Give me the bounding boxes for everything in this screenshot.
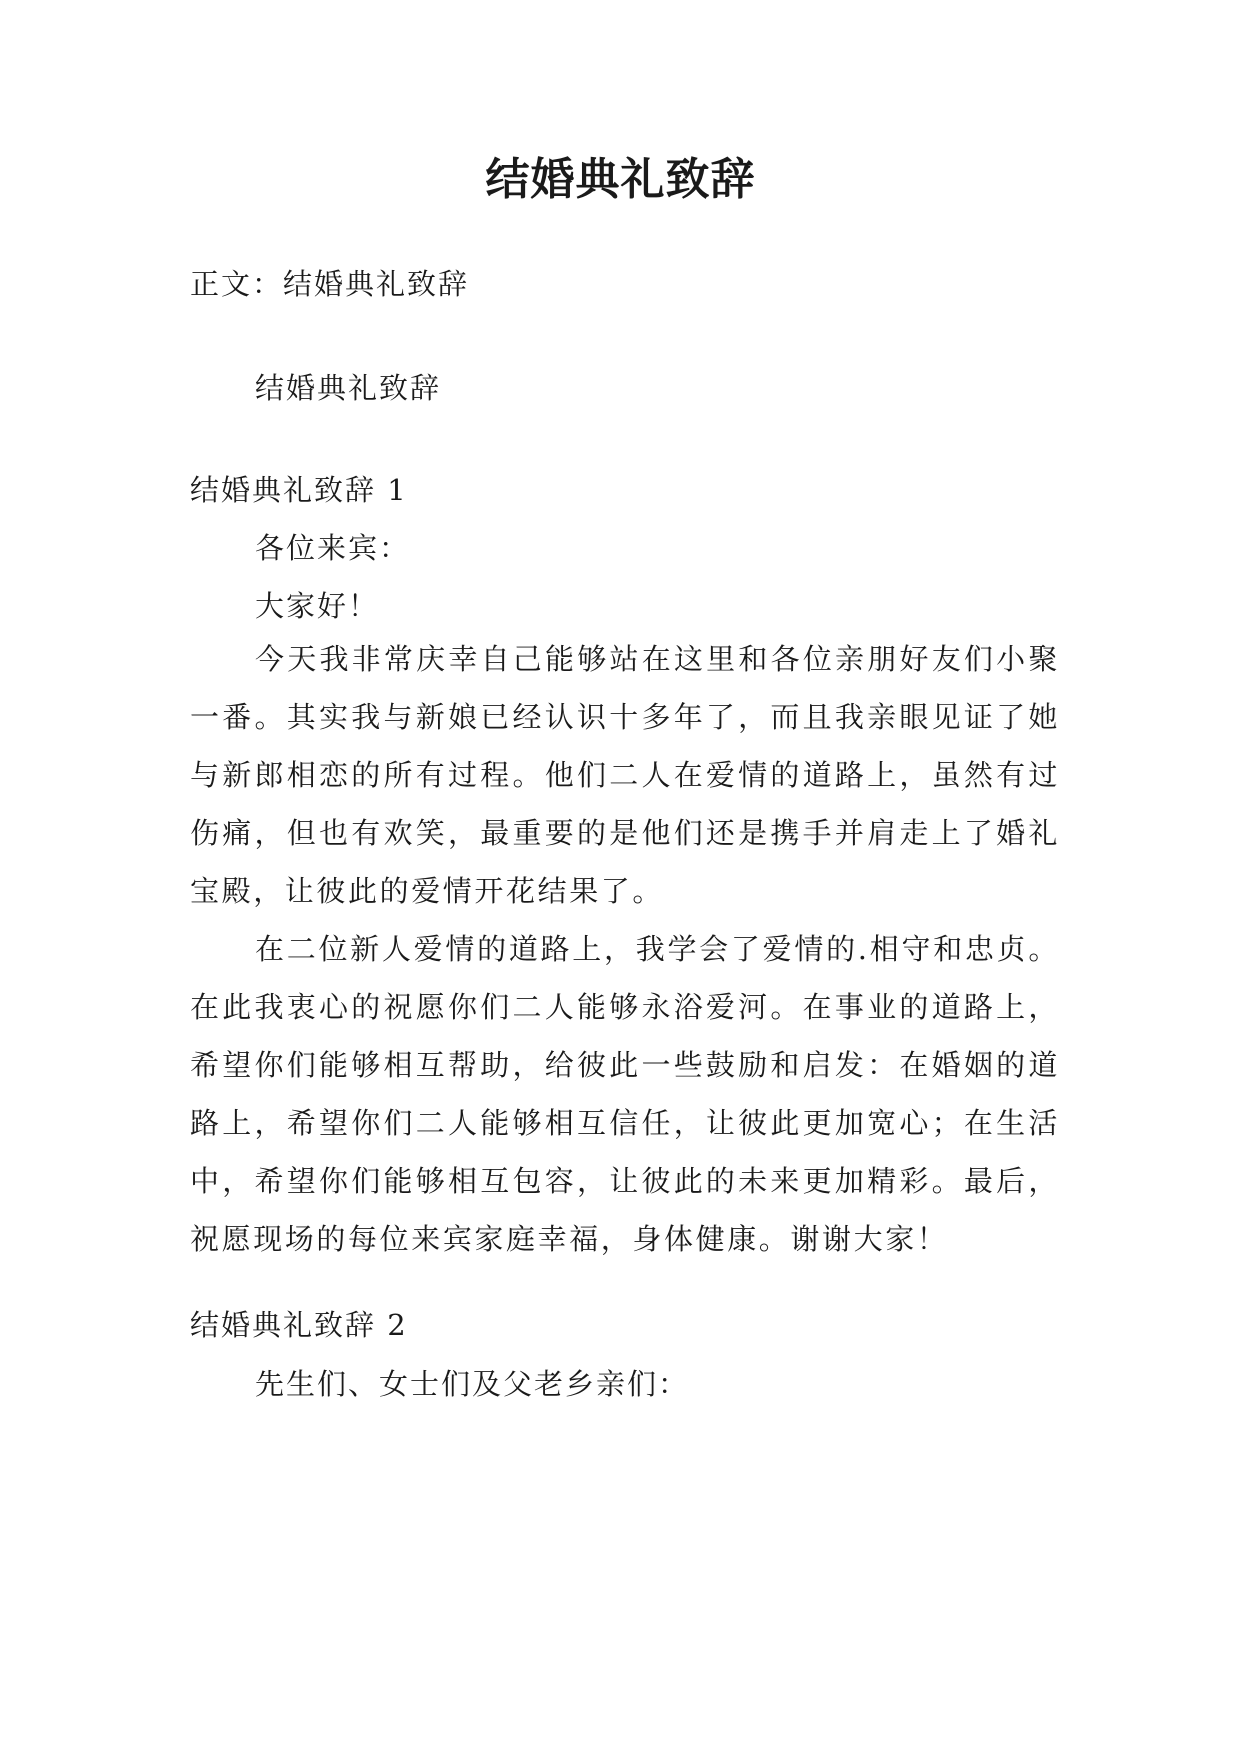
section-1-paragraph: 在二位新人爱情的道路上，我学会了爱情的.相守和忠贞。在此我衷心的祝愿你们二人能够永浴爱河。在事业的道路上，希望你们能够相互帮助，给彼此一些鼓励和启发：在婚姻的道路上，希望你们二人能够相互信任，让彼此更加宽心；在生活中，希望你们能够相互包容，让彼此的未来更加精彩。最后，祝愿现场的每位来宾家庭幸福，身体健康。谢谢大家！ <box>190 932 1060 1256</box>
section-1-salutation: 各位来宾： <box>255 531 411 565</box>
section-1-heading: 结婚典礼致辞 1 <box>190 473 408 507</box>
document-title: 结婚典礼致辞 <box>485 154 756 205</box>
section-2-salutation: 先生们、女士们及父老乡亲们： <box>255 1367 690 1401</box>
section-2-heading: 结婚典礼致辞 2 <box>190 1308 408 1342</box>
body-label: 正文：结婚典礼致辞 <box>190 267 470 301</box>
document-subtitle: 结婚典礼致辞 <box>255 371 442 405</box>
section-1-paragraph: 今天我非常庆幸自己能够站在这里和各位亲朋好友们小聚一番。其实我与新娘已经认识十多年了，而且我亲眼见证了她与新郎相恋的所有过程。他们二人在爱情的道路上，虽然有过伤痛，但也有欢笑，最重要的是他们还是携手并肩走上了婚礼宝殿，让彼此的爱情开花结果了。 <box>190 642 1060 908</box>
section-1-greeting: 大家好！ <box>255 589 380 623</box>
